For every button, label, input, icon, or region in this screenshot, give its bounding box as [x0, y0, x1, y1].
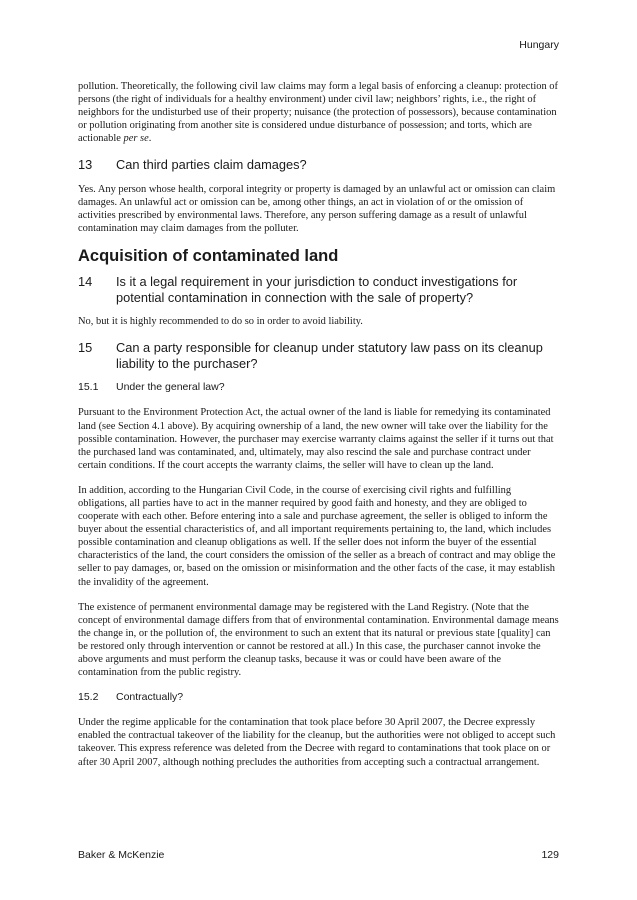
paragraph: Under the regime applicable for the contamination that took place before 30 April 2007, the Decree expressly enabled the contractual takeover of the liability for the cleanup, but the authorities were not obliged to accept such takeover. This express reference was deleted from the Decree with regard to contaminations that took place on or after 30 April 2007, although nothing precludes the authorities from accepting such a contractual arrangement.: [78, 717, 556, 768]
question-number: 13: [78, 157, 93, 173]
page-number: 129: [541, 849, 559, 861]
question-number: 14: [78, 274, 93, 290]
paragraph: In addition, according to the Hungarian Civil Code, in the course of exercising civil rights and fulfilling obligations, all parties have to act in the manner required by good faith and honesty, and they are obliged to cooperate with each other. Before entering into a sale and purchase agreement, the seller is obliged to inform the buyer about the essential characteristics of, and all important requirements pertaining to, the land, which includes possible contamination and cleanup obligations as well. If the seller does not inform the buyer of the essential characteristics of the land, the court considers the omission of the seller as a breach of contract and may oblige the seller to pay damages, or, based on the omission or misinformation and the other facts of the case, it may establish the invalidity of the agreement.: [78, 484, 556, 588]
subquestion-number: 15.2: [78, 691, 99, 704]
subquestion-title: Under the general law?: [116, 381, 225, 394]
subquestion-15-2-heading: [78, 691, 559, 704]
question-14-heading: [78, 274, 559, 305]
question-14-answer: No, but it is highly recommended to do so in order to avoid liability.: [78, 316, 363, 328]
question-number: 15: [78, 340, 93, 356]
question-13-answer: Yes. Any person whose health, corporal integrity or property is damaged by an unlawful act or omission can claim damages. An unlawful act or omission can be, among other things, an act in violation of or the omission of activities prescribed by environmental laws. Therefore, any person suffering damage as a result of unlawful contamination may claim damages from the polluter.: [78, 183, 556, 235]
running-header: Hungary: [519, 39, 559, 51]
subquestion-title: Contractually?: [116, 691, 184, 704]
question-title: Can a party responsible for cleanup under statutory law pass on its cleanup liability to the purchaser?: [116, 340, 543, 371]
paragraph: Pursuant to the Environment Protection Act, the actual owner of the land is liable for remedying its contaminated land (see Section 4.1 above). By acquiring ownership of a land, the new owner will take over the liability for the possible contamination. However, the purchaser may exercise warranty claims against the seller if it turns out that the purchased land was contaminated, and, ultimately, may also rescind the sale and purchase contract under certain conditions. If the court accepts the warranty claims, the seller will have to clean up the land.: [78, 407, 554, 471]
question-title: Can third parties claim damages?: [116, 157, 307, 173]
footer-firm-name: Baker & McKenzie: [78, 849, 165, 861]
subquestion-15-1-heading: [78, 381, 559, 394]
question-title: Is it a legal requirement in your jurisdiction to conduct investigations for potential contamination in connection with the sale of property?: [116, 274, 518, 305]
intro-paragraph: pollution. Theoretically, the following civil law claims may form a legal basis of enforcing a cleanup: protection of persons (the right of individuals for a healthy environment) under civil law; neighbors’ rights, i.e., the right of neighbors for the undisturbed use of their property; nuisance (the protection of possessors), because contamination or pollution originating from another site is considered undue disturbance of possession; and torts, which are actionable per se.: [78, 81, 558, 145]
emphasis-per-se: per se: [123, 133, 149, 145]
section-heading: Acquisition of contaminated land: [78, 247, 339, 266]
question-15-heading: [78, 340, 559, 371]
paragraph: The existence of permanent environmental damage may be registered with the Land Registry. (Note that the concept of environmental damage differs from that of environmental contamination. Environmental damage means the change in, or the pollution of, the environment to such an extent that its natural or previous state [quality] can be restored only through intervention or cannot be restored at all.) In this case, the purchaser cannot invoke the above arguments and must perform the cleanup tasks, because it was or could have been aware of the contamination from the public registry.: [78, 601, 559, 679]
question-13-heading: [78, 157, 559, 173]
page-body: [78, 80, 559, 781]
subquestion-number: 15.1: [78, 381, 99, 394]
page-footer: [78, 849, 559, 861]
